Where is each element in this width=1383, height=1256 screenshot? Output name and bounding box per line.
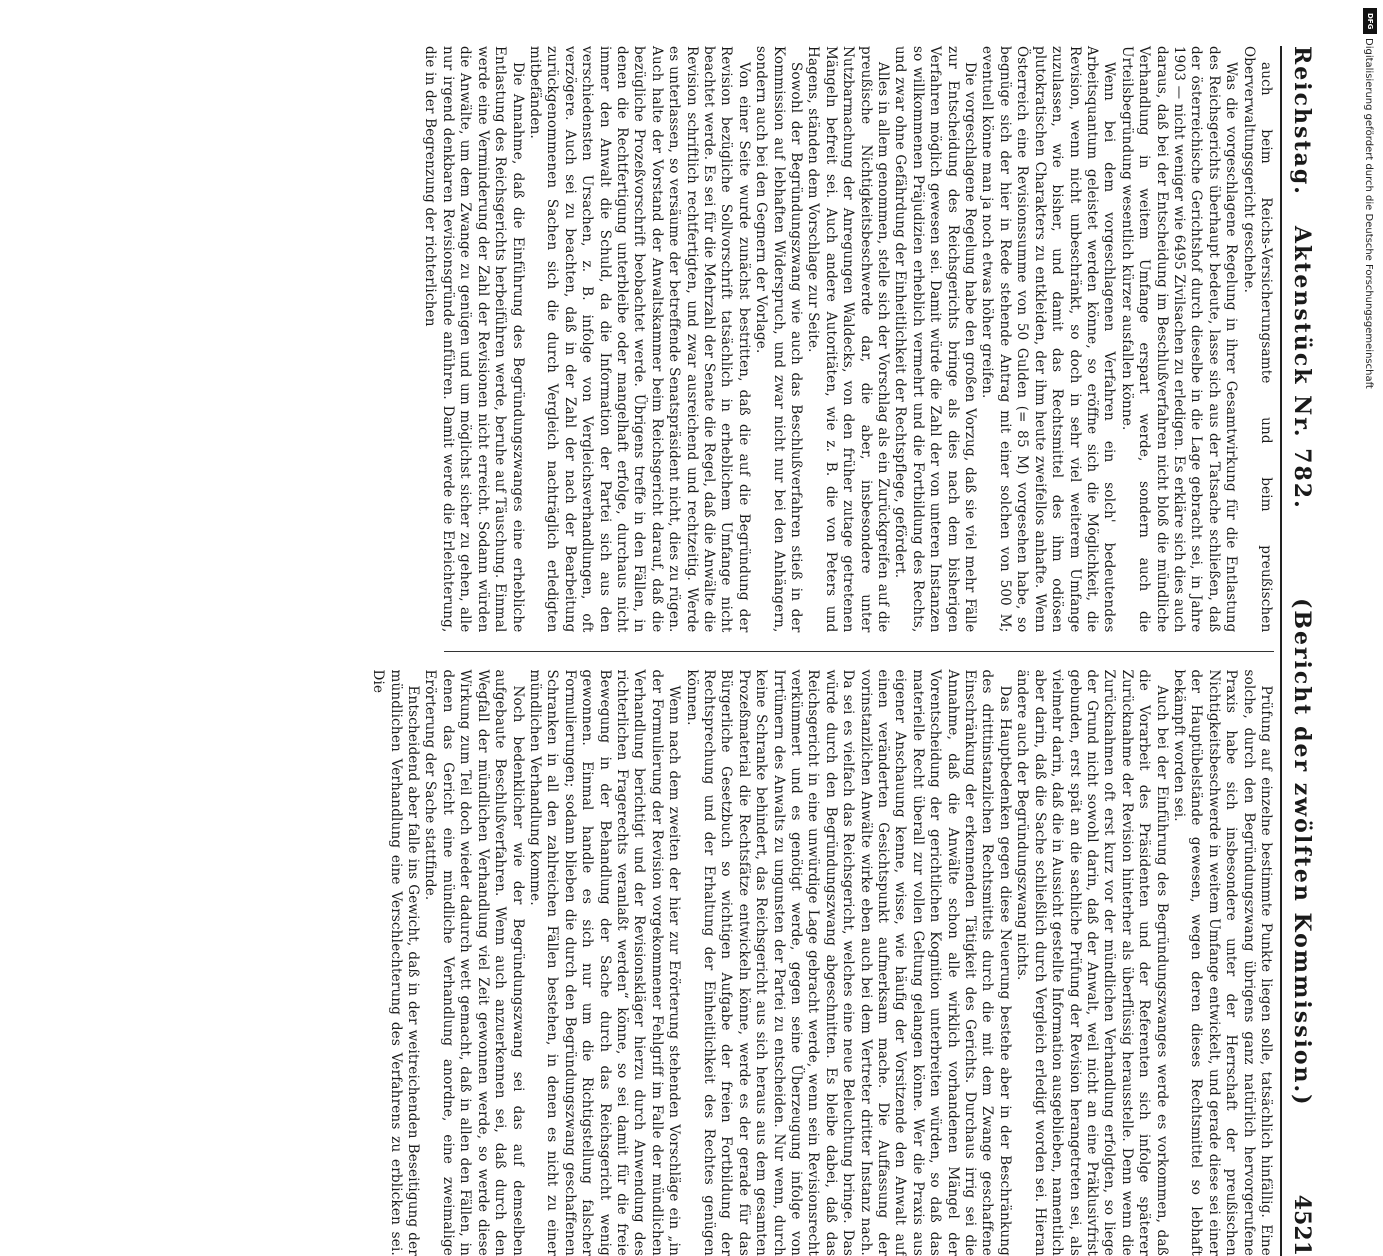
paragraph: Noch bedenklicher wie der Begründungszwang sei das auf demselben aufgebaute Beschlußverfahren. Wenn auch anzuerkennen sei, daß durch den Wegfall der mündlichen Verhandlung viel Zeit gewonnen werde, so werde diese Wirkung zum Teil doch wieder dadurch wett gemacht, daß in allen den Fällen, in denen das Gericht eine mündliche Verhandlung anordne, eine zweimalige Erörterung der Sache stattfinde. [421, 670, 525, 1256]
paragraph: auch beim Reichs-Versicherungsamte und beim preußischen Oberverwaltungsgericht geschehe. [1239, 46, 1274, 633]
column-divider [444, 651, 1274, 652]
paragraph: Entscheidend aber falle ins Gewicht, daß in der weitreichenden Beseitigung der mündlichen Verhandlung eine Verschlechterung des Verfahrens zu erblicken sei. Die [369, 670, 421, 1256]
paragraph: Von einer Seite wurde zunächst bestritten, daß die auf die Begründung der Revision bezügliche Sollvorschrift tatsächlich in erheblichem Umfange nicht beachtet werde. Es sei für die Mehrzahl der Senate die Regel, daß die Anwälte die Revision schriftlich rechtfertigten, und zwar ausreichend und rechtzeitig. Werde es unterlassen, so versäume der betreffende Senatspräsident nicht, dies zu rügen. Auch halte der Vorstand der Anwaltskammer beim Reichsgericht darauf, daß die bezügliche Prozeßvorschrift beobachtet werde. Übrigens treffe in den Fällen, in denen die Rechtfertigung unterbleibe oder mangelhaft erfolge, durchaus nicht immer den Anwalt die Schuld, da die Information der Partei sich aus den verschiedensten Ursachen, z. B. infolge von Vergleichsverhandlungen, oft verzögere. Auch sei zu beachten, daß in der Zahl der nach der Bearbeitung zurückgenommenen Sachen sich die durch Vergleich nachträglich erledigten mitbefänden. [526, 46, 752, 633]
header-doc-ref: Aktenstück Nr. 782. [1289, 226, 1315, 510]
dfg-watermark [1363, 8, 1379, 628]
paragraph: Wenn bei dem vorgeschlagenen Verfahren ein solch' bedeutendes Arbeitsquantum geleistet werden könne, so eröffne sich die Möglichkeit, die Revision, wenn nicht unbeschränkt, so doch in sehr viel weiterem Umfange zuzulassen, wie bisher, und damit das Rechtsmittel des ihm odiösen plutokratischen Charakters zu entkleiden, der ihm heute zweifellos anhafte. Wenn Österreich eine Revisionssumme von 50 Gulden (= 85 M) vorgesehen habe, so begnüge sich der hier in Rede stehende Antrag mit einer solchen von 500 M; eventuell könne man ja noch etwas höher greifen. [978, 46, 1117, 633]
text-columns [444, 46, 1274, 1256]
rotated-page [84, 46, 1322, 1256]
column-right [444, 670, 1274, 1256]
paragraph: Wenn nach dem zweiten der hier zur Erörterung stehenden Vorschläge ein „in der Formulierung der Revision vorgekommener Fehlgriff im Falle der mündlichen Verhandlung berichtigt und der Revisionskläger hierzu durch Anwendung des richterlichen Fragerechts veranlaßt werden“ könne, so sei damit für die freie Bewegung in der Behandlung der Sache durch das Reichsgericht wenig gewonnen. Einmal handle es sich nur um die Richtigstellung falscher Formulierungen; sodann blieben die durch den Begründungszwang geschaffenen Schranken in all den zahlreichen Fällen bestehen, in denen es nicht zu einer mündlichen Verhandlung komme. [526, 670, 683, 1256]
paragraph: Alles in allem genommen, stelle sich der Vorschlag als ein Zurückgreifen auf die preußische Nichtigkeitsbeschwerde dar, die aber, insbesondere unter Nutzbarmachung der Anregungen Waldecks, von den früher zutage getretenen Mängeln befreit sei. Auch andere Autoritäten, wie z. B. die von Peters und Hagens, ständen dem Vorschlage zur Seite. [804, 46, 891, 633]
watermark-text: Digitalisierung gefördert durch die Deutsche Forschungsgemeinschaft [1363, 38, 1374, 389]
header-left-title: Reichstag. [1289, 46, 1315, 196]
page-header [1280, 46, 1322, 1256]
paragraph: Auch bei der Einführung des Begründungszwanges werde es vorkommen, daß die Vorarbeit des Präsidenten und der Referenten sich infolge späterer Zurücknahme der Revision hinterher als überflüssig herausstelle. Denn wenn die Zurücknahmen oft erst kurz vor der mündlichen Verhandlung erfolgten, so liege der Grund nicht sowohl darin, daß der Anwalt, weil nicht an eine Präklusivfrist gebunden, erst spät an die sachliche Prüfung der Revision herangetreten sei, als vielmehr darin, daß die in Aussicht gestellte Information ausgeblieben, namentlich aber darin, daß die Sache schließlich durch Vergleich erledigt worden sei. Hieran ändere auch der Begründungszwang nichts. [1013, 670, 1170, 1256]
paragraph: Sowohl der Begründungszwang wie auch das Beschlußverfahren stieß in der Kommission auf lebhaften Widerspruch, und zwar nicht nur bei den Anhängern, sondern auch bei den Gegnern der Vorlage. [752, 46, 804, 633]
column-left [444, 46, 1274, 633]
paragraph: Die Annahme, daß die Einführung des Begründungszwanges eine erhebliche Entlastung des Reichsgerichts herbeiführen werde, beruhe auf Täuschung. Einmal werde eine Verminderung der Zahl der Revisionen nicht erreicht. Sodann würden die Anwälte, um dem Zwange zu genügen und um möglichst sicher zu gehen, alle nur irgend denkbaren Revisionsgründe anführen. Damit werde die Erleichterung, die in der Begrenzung der richterlichen [421, 46, 525, 633]
header-left [1289, 46, 1315, 510]
paragraph: Das Hauptbedenken gegen diese Neuerung bestehe aber in der Beschränkung des dritttinstanzlichen Rechtsmittels durch die mit dem Zwange geschaffene Einschränkung der erkennenden Tätigkeit des Gerichts. Durchaus irrig sei die Annahme, daß die Anwälte schon alle wirklich vorhandenen Mängel der Vorentscheidung der gerichtlichen Kognition unterbreiten würden, so daß das materielle Recht überall zur vollen Geltung gelangen könne. Wer die Praxis aus eigener Anschauung kenne, wisse, wie häufig der Vorsitzende den Anwalt auf einen veränderten Gesichtspunkt aufmerksam mache. Die Auffassung der vorinstanzlichen Anwälte wirke eben auch bei dem Vertreter dritter Instanz nach. Da sei es vielfach das Reichsgericht, welches eine neue Beleuchtung bringe. Das würde durch den Begründungszwang abgeschnitten. Es bleibe dabei, daß das Reichsgericht in eine unwürdige Lage gebracht werde, wenn sein Revisionsrecht verkümmert und es genötigt werde, gegen seine Überzeugung infolge von Irrtümern des Anwalts zu ungunsten der Partei zu entscheiden. Nur wenn, durch keine Schranke behindert, das Reichsgericht aus sich heraus aus dem gesamten Prozeßmaterial die Rechtsfätze entwickeln könne, werde es der gerade für das Bürgerliche Gesetzbuch so wichtigen Aufgabe der freien Fortbildung der Rechtsprechung und der Erhaltung der Einheitlichkeit des Rechtes genügen können. [682, 670, 1013, 1256]
dfg-logo: DFG [1363, 8, 1377, 34]
page-content [432, 46, 1322, 1256]
header-subtitle: (Bericht der zwölften Kommission.) [1289, 598, 1315, 1107]
paragraph: Was die vorgeschlagene Regelung in ihrer Gesamtwirkung für die Entlastung des Reichsgerichts überhaupt bedeute, lasse sich aus der Tatsache schließen, daß der österreichische Gerichtshof durch dieselbe in die Lage gebracht sei, in Jahre 1903 — nicht weniger wie 6495 Zivilsachen zu erledigen. Es erkläre sich dies auch daraus, daß bei der Entscheidung im Beschlußverfahren nicht bloß die mündliche Verhandlung in weitem Umfange erspart werde, sondern auch die Urteilsbegründung wesentlich kürzer ausfallen könne. [1117, 46, 1239, 633]
paragraph: Die vorgeschlagene Regelung habe den großen Vorzug, daß sie viel mehr Fälle zur Entscheidung des Reichsgerichts bringe als dies nach dem bisherigen Verfahren möglich gewesen sei. Damit würde die Zahl der von unteren Instanzen so willkommenen Präjudizien erheblich vermehrt und die Fortbildung des Rechts, und zwar ohne Gefährdung der Einheitlichkeit der Rechtspflege, gefördert. [891, 46, 978, 633]
paragraph: Prüfung auf einzelne bestimmte Punkte liegen solle, tatsächlich hinfällig. Eine solche, durch den Begründungszwang übrigens ganz natürlich hervorgerufene Praxis habe sich insbesondere unter der Herrschaft der preußischen Nichtigkeitsbeschwerde in weitem Umfange entwickelt, und gerade diese sei einer der Hauptübelstände gewesen, wegen deren dieses Rechtsmittel so lebhaft bekämpft worden sei. [1170, 670, 1274, 1256]
page-number: 4521 [1289, 1195, 1315, 1256]
